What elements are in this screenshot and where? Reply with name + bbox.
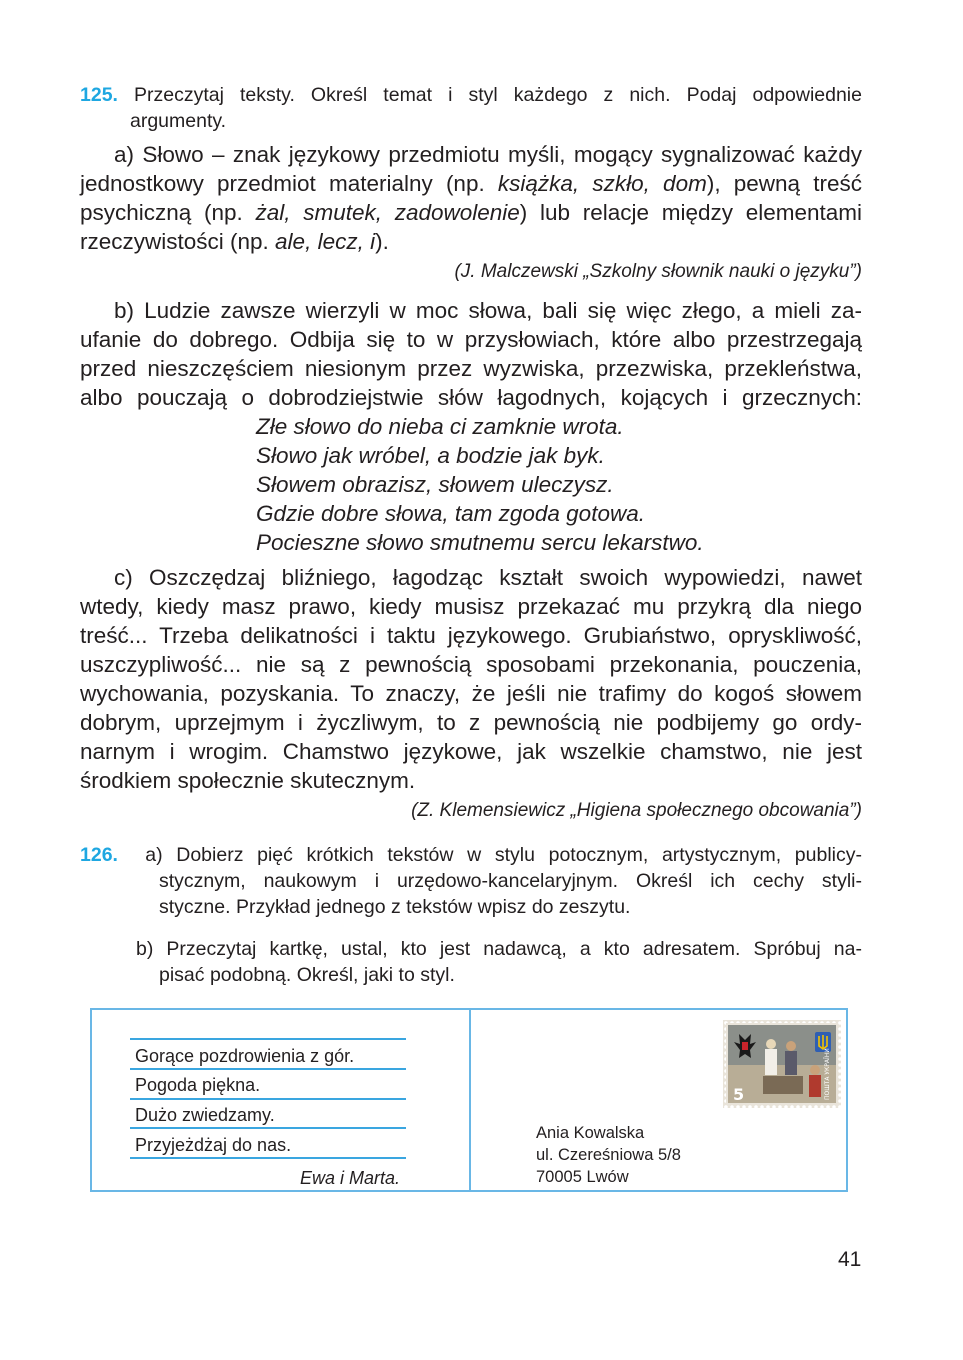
page-number: 41 [838,1248,862,1271]
postcard-message-line: Dużo zwiedzamy. [135,1105,275,1125]
source-citation: (J. Malczewski „Szkolny słownik nauki o języku”) [454,261,862,282]
task-text: stycznym, naukowym i urzędowo-kancelaryjnym. Określ ich cechy styli- [159,870,862,892]
paragraph-line: uszczypliwość... nie są z pewnością sposobami przekonania, pouczenia, [80,652,862,677]
postcard-message-line: Pogoda piękna. [135,1075,261,1095]
stamp-text: ПОШТА УКРАЇНИ [824,1048,831,1100]
postcard [90,1008,848,1192]
proverb: Słowo jak wróbel, a bodzie jak byk. [256,443,605,468]
paragraph-line: c) Oszczędzaj bliźniego, łagodząc kształt swoich wypowiedzi, nawet [114,565,862,590]
task-text: Przeczytaj teksty. Określ temat i styl każdego z nich. Podaj odpowiednie [134,84,862,106]
ruled-line [130,1127,406,1129]
ruled-line [130,1098,406,1100]
proverb: Gdzie dobre słowa, tam zgoda gotowa. [256,501,645,526]
paragraph-line: b) Ludzie zawsze wierzyli w moc słowa, bali się więc złego, a mieli za- [114,298,862,323]
paragraph-line: przed nieszczęściem niesionym przez wyzwiska, przezwiska, przekleństwa, [80,356,862,381]
stamp-value: 5 [733,1085,745,1104]
paragraph-line: psychiczną (np. żal, smutek, zadowolenie) lub relacje między elementami [80,200,862,225]
proverbs-list [256,412,704,557]
paragraph-line: ufanie do dobrego. Odbija się to w przysłowiach, które albo przestrzegają [80,327,862,352]
proverb: Złe słowo do nieba ci zamknie wrota. [256,414,624,439]
paragraph-line: jednostkowy przedmiot materialny (np. książka, szkło, dom), pewną treść [80,171,863,196]
postcard-address [536,1122,681,1188]
paragraph-line: dobrym, uprzejmym i życzliwym, to z pewnością nie podbijemy go ordy- [80,710,862,735]
ruled-line [130,1038,406,1040]
postage-stamp [723,1020,841,1108]
task-text: pisać podobną. Określ, jaki to styl. [159,964,455,986]
proverb: Słowem obrazisz, słowem uleczysz. [256,472,614,497]
paragraph-line: a) Słowo – znak językowy przedmiotu myśli, mogący sygnalizować każdy [114,142,862,167]
postcard-message-line: Gorące pozdrowienia z gór. [135,1046,355,1066]
task-text: styczne. Przykład jednego z tekstów wpisz do zeszytu. [159,896,631,918]
text-a [80,140,862,256]
postcard-signature: Ewa i Marta. [299,1168,400,1188]
ruled-line [130,1068,406,1070]
proverb: Pocieszne słowo smutnemu sercu lekarstwo. [256,530,704,555]
source-citation: (Z. Klemensiewicz „Higiena społecznego obcowania”) [411,800,862,821]
exercise-number: 125. [80,84,118,106]
paragraph-line: wychowania, pozyskania. To znaczy, że jeśli nie trafimy do kogoś słowem [80,681,862,706]
address-line: ul. Czereśniowa 5/8 [536,1146,681,1164]
paragraph-line: narnym i wrogim. Chamstwo językowe, jak wszelkie chamstwo, nie jest [80,739,862,764]
task-text: b) Przeczytaj kartkę, ustal, kto jest nadawcą, a kto adresatem. Spróbuj na- [136,938,862,960]
paragraph-line: albo pouczają o dobrodziejstwie słów łagodnych, kojących i grzecznych: [80,385,862,410]
paragraph-line: wtedy, kiedy masz prawo, kiedy musisz przekazać mu przykrą dla niego [80,594,862,619]
task-text: argumenty. [130,110,227,132]
address-line: 70005 Lwów [536,1168,629,1186]
paragraph-line: środkiem społecznie skutecznym. [80,768,416,793]
task-text: a) Dobierz pięć krótkich tekstów w stylu potocznym, artystycznym, publicy- [145,844,862,866]
address-line: Ania Kowalska [536,1124,645,1142]
postcard-divider [469,1010,471,1190]
text-b [80,296,862,412]
ruled-line [130,1157,406,1159]
exercise-126-task-a [80,842,862,920]
text-c [80,563,862,795]
exercise-125-task [80,82,862,134]
exercise-126-task-b [136,936,862,988]
exercise-number: 126. [80,844,118,866]
postcard-message-line: Przyjeżdżaj do nas. [135,1135,292,1155]
paragraph-line: rzeczywistości (np. ale, lecz, i). [80,229,389,254]
paragraph-line: treść... Trzeba delikatności i taktu językowego. Grubiaństwo, opryskliwość, [80,623,862,648]
